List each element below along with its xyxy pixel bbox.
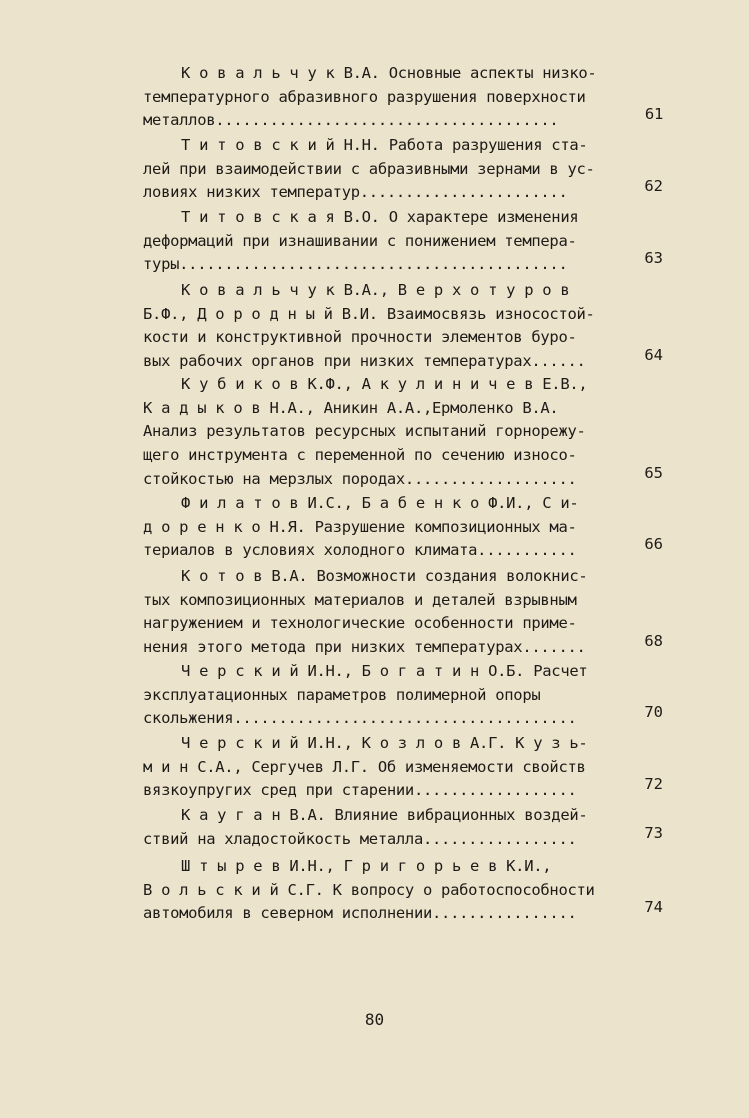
entry-line: териалов в условиях холодного климата........... — [143, 541, 577, 560]
entry-line: К а д ы к о в Н.А., Аникин А.А.,Ермоленко В.А. — [143, 398, 559, 417]
entry-line: д о р е н к о Н.Я. Разрушение композиционных ма- — [143, 517, 577, 536]
entry-line: туры........................................... — [143, 255, 568, 274]
entry-line: В о л ь с к и й С.Г. К вопросу о работоспособности — [143, 880, 595, 899]
entry-line: Ч е р с к и й И.Н., Б о г а т и н О.Б. Расчет — [181, 662, 588, 680]
entry-line: К о в а л ь ч у к В.А., В е р х о т у р о в — [181, 281, 570, 299]
page-number: 63 — [644, 249, 663, 268]
entry-line: Ч е р с к и й И.Н., К о з л о в А.Г. К у з ь- — [181, 734, 588, 752]
page-number: 74 — [644, 898, 663, 917]
toc-entry — [143, 660, 663, 731]
toc-entry — [143, 855, 663, 926]
page-number: 64 — [644, 346, 663, 365]
entry-line: лей при взаимодействии с абразивными зернами в ус- — [143, 159, 595, 178]
toc-entry — [143, 62, 663, 133]
page-number: 73 — [644, 823, 663, 842]
entry-line: Т и т о в с к и й Н.Н. Работа разрушения ста- — [181, 136, 588, 154]
entry-line: автомобиля в северном исполнении................ — [143, 904, 577, 923]
toc-entry — [143, 804, 663, 851]
entry-line: Анализ результатов ресурсных испытаний горнорежу- — [143, 422, 586, 441]
toc-entry — [143, 279, 663, 374]
folio-page-number: 80 — [364, 1010, 385, 1029]
page-number: 65 — [644, 463, 663, 482]
page-number: 72 — [644, 775, 663, 794]
entry-line: тых композиционных материалов и деталей взрывным — [143, 590, 577, 609]
entry-line: ловиях низких температур....................... — [143, 183, 568, 202]
entry-line: эксплуатационных параметров полимерной опоры — [143, 685, 541, 704]
entry-line: Т и т о в с к а я В.О. О характере изменения — [181, 208, 579, 226]
entry-line: К у б и к о в К.Ф., А к у л и н и ч е в Е.В., — [181, 375, 588, 393]
entry-line: ствий на хладостойкость металла................. — [143, 829, 577, 848]
entry-line: стойкостью на мерзлых породах................... — [143, 469, 577, 488]
entry-line: нения этого метода при низких температурах....... — [143, 638, 586, 657]
toc-entry — [143, 732, 663, 803]
entry-line: кости и конструктивной прочности элементов буро- — [143, 328, 577, 347]
page-number: 66 — [644, 535, 663, 554]
page-number: 62 — [644, 177, 663, 196]
page-number: 68 — [644, 632, 663, 651]
entry-line: температурного абразивного разрушения поверхности — [143, 87, 586, 106]
entry-line: щего инструмента с переменной по сечению износо- — [143, 446, 577, 465]
page-number: 61 — [644, 105, 663, 124]
toc-entry — [143, 134, 663, 205]
entry-line: Ф и л а т о в И.С., Б а б е н к о Ф.И., С и- — [181, 494, 579, 512]
entry-line: деформаций при изнашивании с понижением темпера- — [143, 231, 577, 250]
toc-entry — [143, 373, 663, 491]
entry-line: м и н С.А., Сергучев Л.Г. Об изменяемости свойств — [143, 757, 586, 776]
entry-line: Б.Ф., Д о р о д н ы й В.И. Взаимосвязь износостой- — [143, 304, 595, 323]
entry-line: вых рабочих органов при низких температурах...... — [143, 352, 586, 371]
entry-line: К о в а л ь ч у к В.А. Основные аспекты низко- — [181, 64, 597, 82]
entry-line: Ш т ы р е в И.Н., Г р и г о р ь е в К.И., — [181, 857, 552, 875]
toc-entry — [143, 565, 663, 660]
toc-entry — [143, 206, 663, 277]
page-number: 70 — [644, 703, 663, 722]
entry-line: К а у г а н В.А. Влияние вибрационных воздей- — [181, 806, 588, 824]
entry-line: скольжения...................................... — [143, 709, 577, 728]
entry-line: металлов...................................... 61 — [143, 105, 663, 130]
entry-line: К о т о в В.А. Возможности создания волокнис- — [181, 567, 588, 585]
toc-entry — [143, 492, 663, 563]
entry-line: нагружением и технологические особенности приме- — [143, 614, 577, 633]
entry-line: вязкоупругих сред при старении.................. — [143, 781, 577, 800]
